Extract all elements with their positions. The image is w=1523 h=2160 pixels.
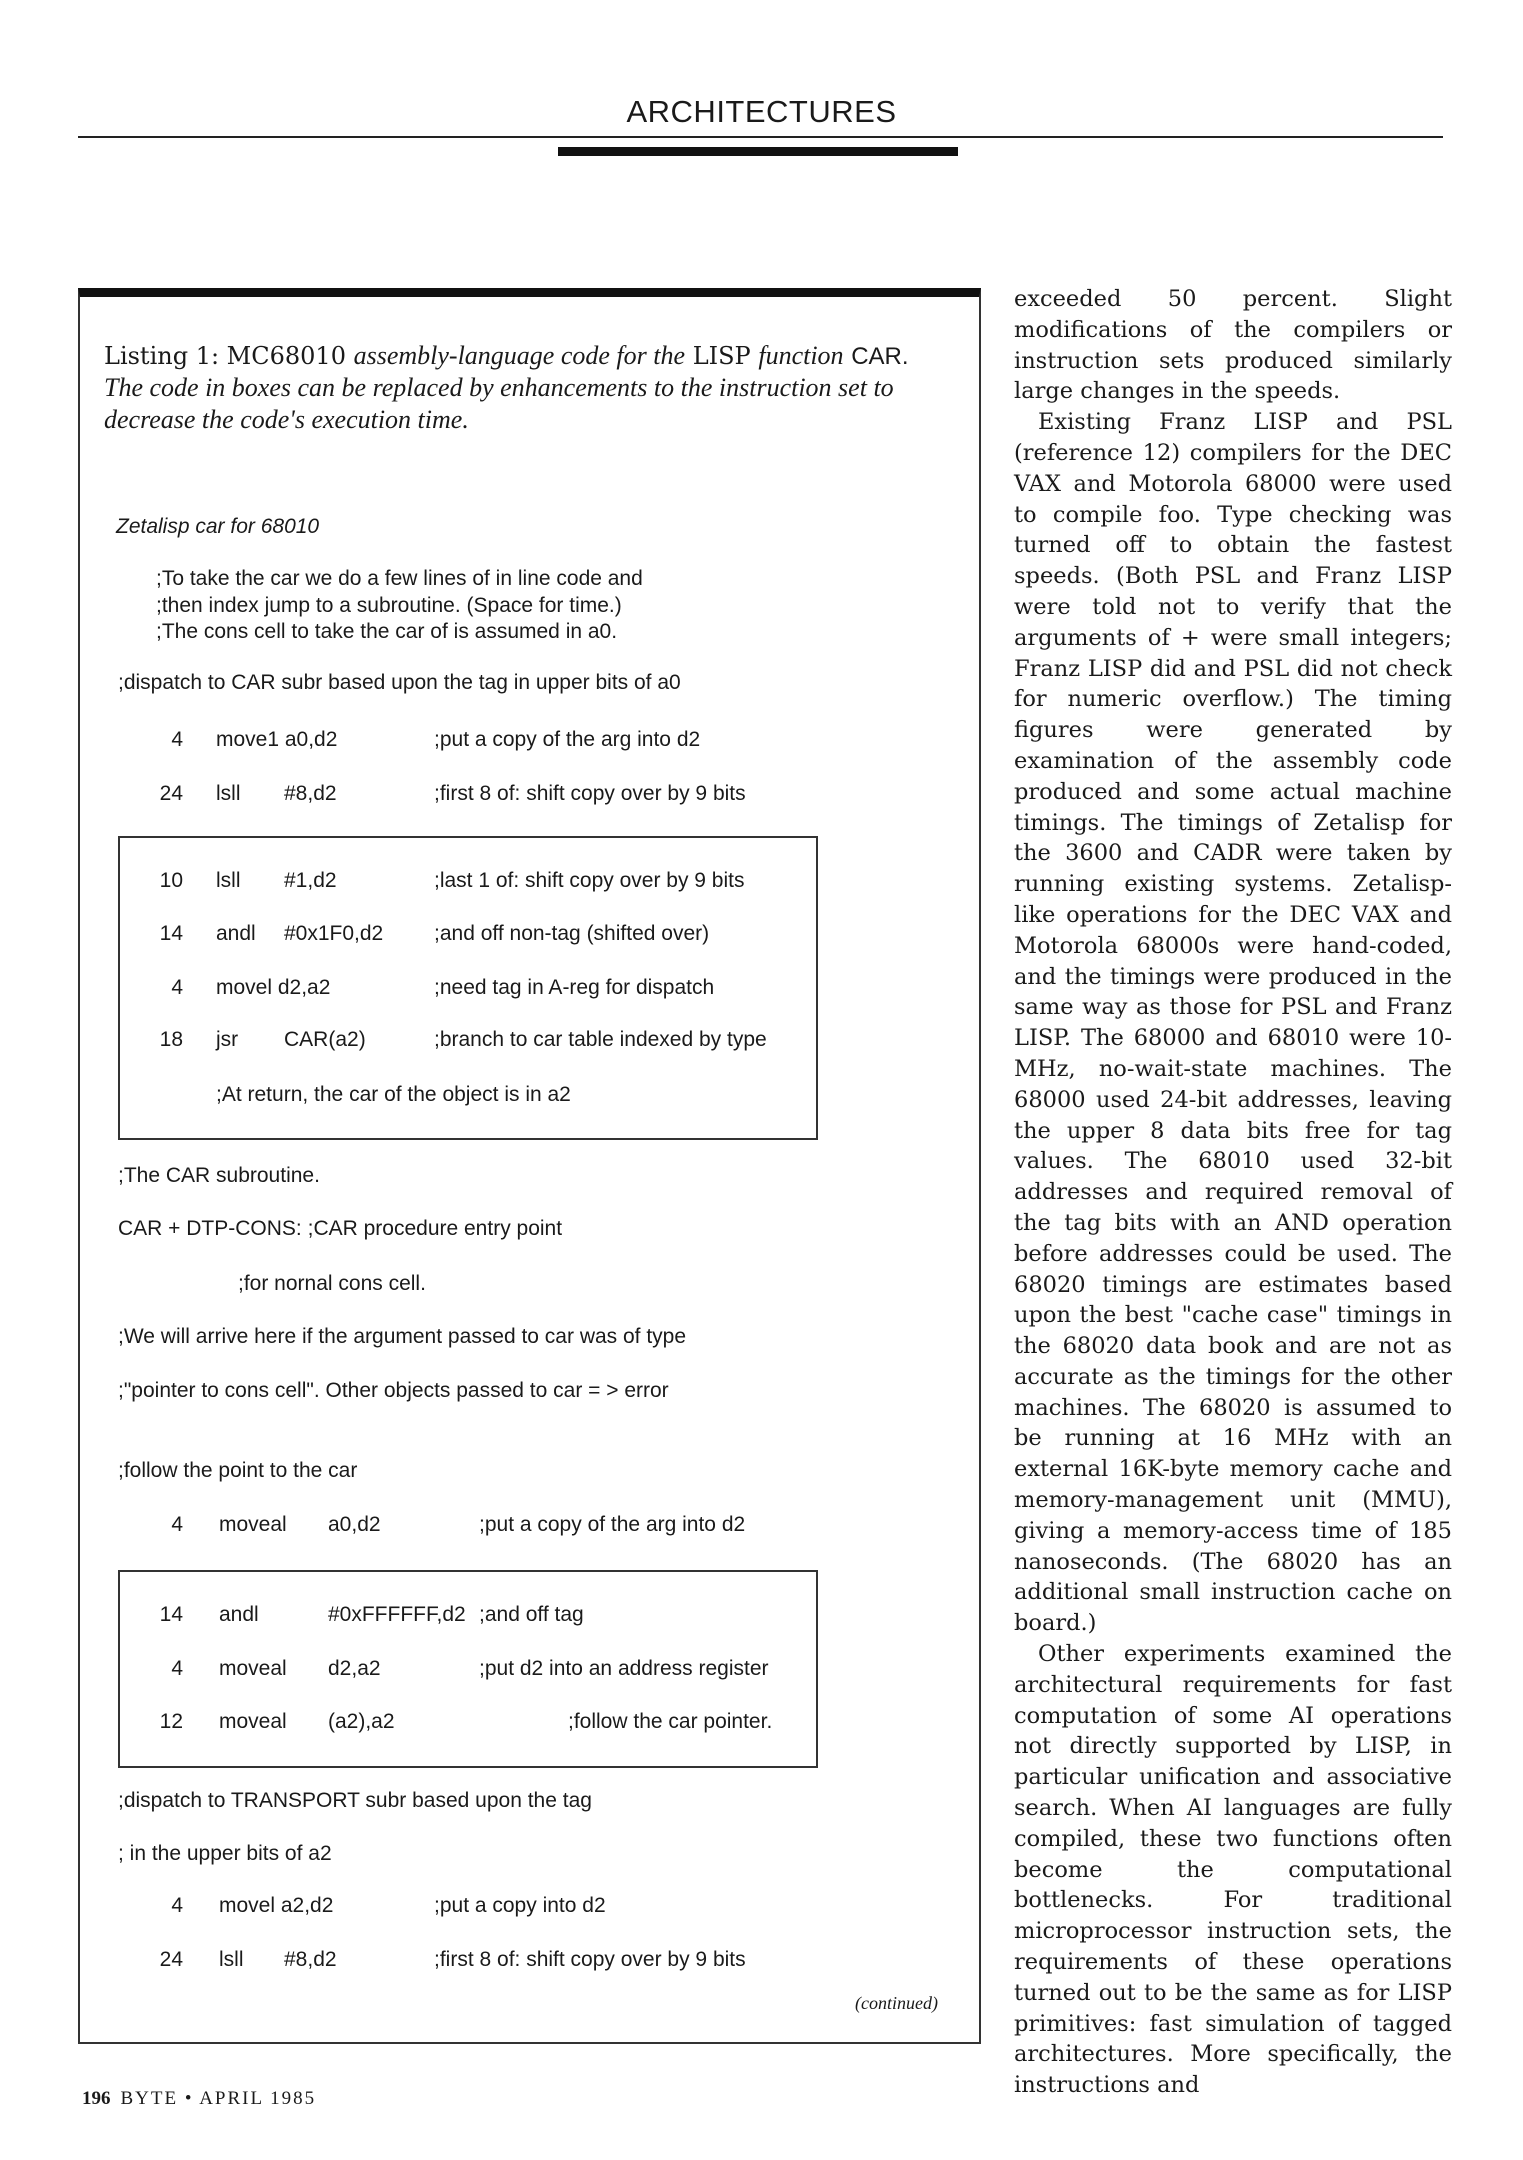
operand: #0x1F0,d2	[284, 922, 384, 945]
opcode: lsll	[219, 1948, 244, 1971]
code-comment: ;follow the car pointer.	[568, 1710, 773, 1733]
code-comment: ;put a copy of the arg into d2	[479, 1513, 746, 1536]
code-comment: ;need tag in A-reg for dispatch	[434, 976, 715, 999]
operand: #8,d2	[284, 782, 337, 805]
code-comment: ;We will arrive here if the argument passed to car was of type	[118, 1325, 687, 1348]
operand: a0,d2	[328, 1513, 381, 1536]
cycle-count: 18	[159, 1028, 183, 1051]
cycle-count: 10	[159, 869, 183, 892]
code-comment: ;first 8 of: shift copy over by 9 bits	[434, 782, 746, 805]
header-bar	[558, 147, 958, 156]
opcode: lsll	[216, 869, 241, 892]
magazine-issue: BYTE • APRIL 1985	[120, 2088, 317, 2109]
code-comment: ;last 1 of: shift copy over by 9 bits	[434, 869, 745, 892]
cycle-count: 14	[159, 922, 183, 945]
opcode: moveal	[219, 1710, 287, 1733]
section-header: ARCHITECTURES	[626, 94, 897, 129]
paragraph: exceeded 50 percent. Slight modifications of the compilers or instruction sets produced similarly large changes in the speeds.	[1014, 286, 1452, 405]
cycle-count: 12	[159, 1710, 183, 1733]
replaceable-code-box	[118, 1570, 818, 1768]
caption-label: Listing 1: MC68010	[104, 342, 346, 370]
header-rule	[78, 136, 1443, 138]
opcode: movel a2,d2	[219, 1894, 334, 1917]
code-comment: ;put a copy into d2	[434, 1894, 606, 1917]
code-comment: ;To take the car we do a few lines of in line code and	[156, 567, 643, 590]
code-comment: ;"pointer to cons cell". Other objects passed to car = > error	[118, 1379, 669, 1402]
code-comment: ;and off tag	[479, 1603, 584, 1626]
cycle-count: 4	[171, 1513, 183, 1536]
page-number: 196	[82, 2088, 111, 2109]
page-footer	[82, 2088, 316, 2110]
operand: CAR(a2)	[284, 1028, 366, 1051]
cycle-count: 4	[171, 728, 183, 751]
cycle-count: 4	[171, 1894, 183, 1917]
opcode: andl	[216, 922, 256, 945]
operand: d2,a2	[328, 1657, 381, 1680]
opcode: andl	[219, 1603, 259, 1626]
code-comment: ;dispatch to CAR subr based upon the tag in upper bits of a0	[118, 671, 681, 694]
cycle-count: 24	[159, 782, 183, 805]
caption-text: assembly-language code for the	[353, 341, 686, 370]
paragraph: Existing Franz LISP and PSL (reference 12) compilers for the DEC VAX and Motorola 68000 were used to compile foo. Type checking was turned off to obtain the fastest speeds. (Both PSL and Franz LISP were told not to verify that the arguments of + were small integers; Franz LISP did and PSL did not check for numeric overflow.) The timing figures were generated by examination of the assembly code produced and some actual machine timings. The timings of Zetalisp for the 3600 and CADR were taken by running existing systems. Zetalisp-like operations for the DEC VAX and Motorola 68000s were hand-coded, and the timings were produced in the same way as those for PSL and Franz LISP. The 68000 and 68010 were 10-MHz, no-wait-state machines. The 68000 used 24-bit addresses, leaving the upper 8 data bits free for tag values. The 68010 used 32-bit addresses and required removal of the tag bits with an AND operation before addresses could be used. The 68020 timings are estimates based upon the best "cache case" timings in the 68020 data book and are not as accurate as the timings for the other machines. The 68020 is assumed to be running at 16 MHz with an external 16K-byte memory cache and memory-management unit (MMU), giving a memory-access time of 185 nanoseconds. (The 68020 has an additional small instruction cache on board.)	[1014, 409, 1452, 1637]
operand: #1,d2	[284, 869, 337, 892]
caption-car: CAR.	[851, 343, 909, 370]
code-label: CAR + DTP-CONS: ;CAR procedure entry point	[118, 1217, 563, 1240]
continued-note: (continued)	[855, 1993, 938, 2013]
code-comment: ;then index jump to a subroutine. (Space for time.)	[156, 594, 622, 617]
code-comment: ;first 8 of: shift copy over by 9 bits	[434, 1948, 746, 1971]
opcode: moveal	[219, 1657, 287, 1680]
listing-title: Zetalisp car for 68010	[116, 515, 320, 538]
opcode: jsr	[216, 1028, 239, 1051]
code-comment: ;and off non-tag (shifted over)	[434, 922, 710, 945]
caption-lisp: LISP	[692, 342, 751, 370]
caption-text: function	[758, 341, 844, 370]
code-comment: ;put a copy of the arg into d2	[434, 728, 701, 751]
operand: (a2),a2	[328, 1710, 395, 1733]
opcode: moveal	[219, 1513, 287, 1536]
operand: #8,d2	[284, 1948, 337, 1971]
cycle-count: 24	[159, 1948, 183, 1971]
code-comment: ;for nornal cons cell.	[238, 1272, 426, 1295]
code-comment: ;put d2 into an address register	[479, 1657, 769, 1680]
cycle-count: 4	[171, 976, 183, 999]
code-comment: ;At return, the car of the object is in a2	[216, 1083, 571, 1106]
listing-caption	[104, 340, 944, 436]
code-comment: ;follow the point to the car	[118, 1459, 358, 1482]
opcode: movel d2,a2	[216, 976, 331, 999]
cycle-count: 4	[171, 1657, 183, 1680]
opcode: move1 a0,d2	[216, 728, 338, 751]
caption-text: The code in boxes can be replaced by enhancements to the instruction set to decrease the code's execution time.	[104, 373, 894, 434]
operand: #0xFFFFFF,d2	[328, 1603, 466, 1626]
article-column	[1014, 284, 1452, 2101]
code-comment: ; in the upper bits of a2	[118, 1842, 332, 1865]
code-comment: ;The cons cell to take the car of is assumed in a0.	[156, 620, 618, 643]
paragraph: Other experiments examined the architectural requirements for fast computation of some AI operations not directly supported by LISP, in particular unification and associative search. When AI languages are fully compiled, these two functions often become the computational bottlenecks. For traditional microprocessor instruction sets, the requirements of these operations turned out to be the same as for LISP primitives: fast simulation of tagged architectures. More specifically, the instructions and	[1014, 1641, 1452, 2099]
cycle-count: 14	[159, 1603, 183, 1626]
code-comment: ;dispatch to TRANSPORT subr based upon the tag	[118, 1789, 592, 1812]
code-comment: ;The CAR subroutine.	[118, 1164, 320, 1187]
code-comment: ;branch to car table indexed by type	[434, 1028, 767, 1051]
opcode: lsll	[216, 782, 241, 805]
